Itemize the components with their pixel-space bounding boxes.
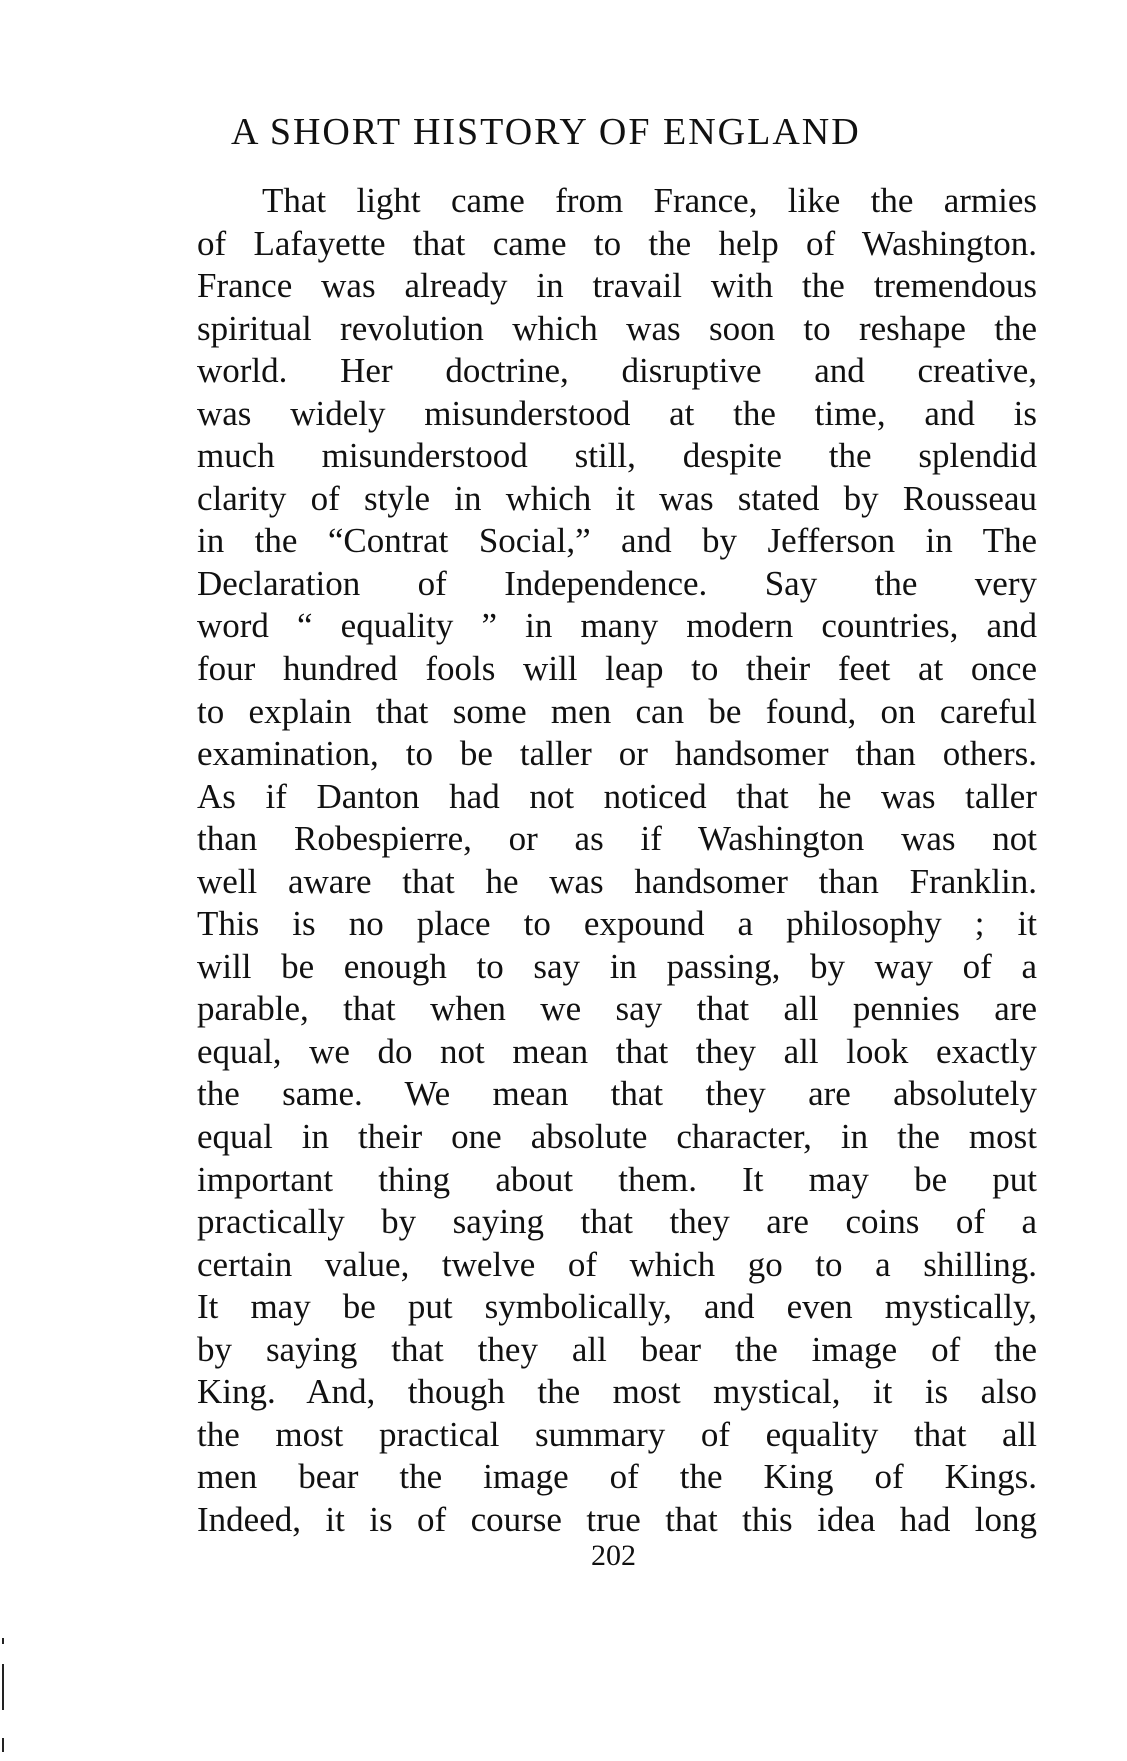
text-line: certain value, twelve of which go to a shilling.: [197, 1244, 1037, 1284]
text-line: men bear the image of the King of Kings.: [197, 1457, 1037, 1497]
text-line: Indeed, it is of course true that this idea had long: [197, 1499, 1037, 1539]
text-line: practically by saying that they are coins of a: [197, 1202, 1037, 1242]
scan-edge-mark: [2, 1664, 4, 1710]
page-number: 202: [591, 1539, 636, 1572]
text-line: four hundred fools will leap to their feet at once: [197, 649, 1037, 689]
text-line: world. Her doctrine, disruptive and creative,: [197, 351, 1037, 391]
text-line: important thing about them. It may be put: [197, 1159, 1037, 1199]
scan-edge-mark: [2, 1738, 4, 1752]
text-line: was widely misunderstood at the time, and is: [197, 393, 1037, 433]
text-line: much misunderstood still, despite the splendid: [197, 436, 1037, 476]
text-line: of Lafayette that came to the help of Washington.: [197, 223, 1037, 263]
text-line: clarity of style in which it was stated by Rousseau: [197, 478, 1037, 518]
scan-edge-mark: [2, 1638, 4, 1644]
text-line: It may be put symbolically, and even mystically,: [197, 1287, 1037, 1327]
text-line: word “ equality ” in many modern countries, and: [197, 606, 1037, 646]
text-line: by saying that they all bear the image of the: [197, 1329, 1037, 1369]
text-line: This is no place to expound a philosophy ; it: [197, 904, 1037, 944]
text-line: the same. We mean that they are absolutely: [197, 1074, 1037, 1114]
text-line: France was already in travail with the tremendous: [197, 266, 1037, 306]
text-line: will be enough to say in passing, by way of a: [197, 946, 1037, 986]
text-line: Declaration of Independence. Say the very: [197, 563, 1037, 603]
text-line: well aware that he was handsomer than Franklin.: [197, 861, 1037, 901]
text-line: That light came from France, like the armies: [262, 181, 1037, 220]
text-line: the most practical summary of equality that all: [197, 1414, 1037, 1454]
body-text: [197, 180, 1037, 1542]
text-line: spiritual revolution which was soon to reshape the: [197, 308, 1037, 348]
text-line: examination, to be taller or handsomer than others.: [197, 734, 1037, 774]
text-line: equal, we do not mean that they all look exactly: [197, 1031, 1037, 1071]
running-title: A SHORT HISTORY OF ENGLAND: [231, 111, 861, 153]
text-line: in the “Contrat Social,” and by Jefferson in The: [197, 521, 1037, 561]
text-line: than Robespierre, or as if Washington was not: [197, 819, 1037, 859]
text-line: parable, that when we say that all pennies are: [197, 989, 1037, 1029]
text-line: As if Danton had not noticed that he was taller: [197, 776, 1037, 816]
text-line: equal in their one absolute character, in the most: [197, 1117, 1037, 1157]
text-line: King. And, though the most mystical, it is also: [197, 1372, 1037, 1412]
text-line: to explain that some men can be found, on careful: [197, 691, 1037, 731]
